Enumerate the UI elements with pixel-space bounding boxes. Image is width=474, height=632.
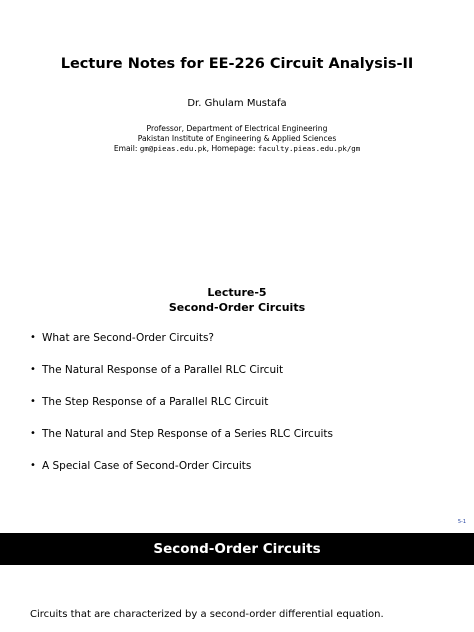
outline-item (30, 329, 333, 361)
homepage-url: faculty.pieas.edu.pk/gm (257, 144, 361, 153)
slide-body-text: Circuits that are characterized by a second-order differential equation. (30, 609, 384, 620)
outline-item-text: The Step Response of a Parallel RLC Circuit (42, 396, 269, 408)
author-name: Dr. Ghulam Mustafa (187, 98, 287, 109)
lecture-outline (30, 329, 333, 489)
author-position: Professor, Department of Electrical Engineering (146, 124, 328, 133)
slide-header-title: Second-Order Circuits (153, 541, 321, 557)
bullet-icon: • (30, 428, 36, 439)
email-address: gm@pieas.edu.pk (139, 144, 207, 153)
bullet-icon: • (30, 332, 36, 343)
page-number: 5-1 (457, 519, 466, 525)
outline-item (30, 457, 333, 489)
author-institute: Pakistan Institute of Engineering & Applied Sciences (137, 134, 337, 143)
email-label: Email: (113, 144, 140, 153)
outline-item (30, 361, 333, 393)
homepage-label: , Homepage: (206, 144, 258, 153)
document-title: Lecture Notes for EE-226 Circuit Analysis-II (60, 56, 414, 72)
outline-item-text: What are Second-Order Circuits? (42, 332, 214, 344)
contact-line (0, 144, 474, 154)
outline-item-text: The Natural Response of a Parallel RLC Circuit (42, 364, 284, 376)
bullet-icon: • (30, 364, 36, 375)
lecture-number: Lecture-5 (207, 286, 267, 299)
outline-item-text: A Special Case of Second-Order Circuits (42, 460, 252, 472)
bullet-icon: • (30, 460, 36, 471)
outline-item (30, 393, 333, 425)
outline-item-text: The Natural and Step Response of a Series RLC Circuits (42, 428, 333, 440)
outline-item (30, 425, 333, 457)
bullet-icon: • (30, 396, 36, 407)
slide-header-bar (0, 533, 474, 565)
lecture-title: Second-Order Circuits (168, 301, 306, 314)
